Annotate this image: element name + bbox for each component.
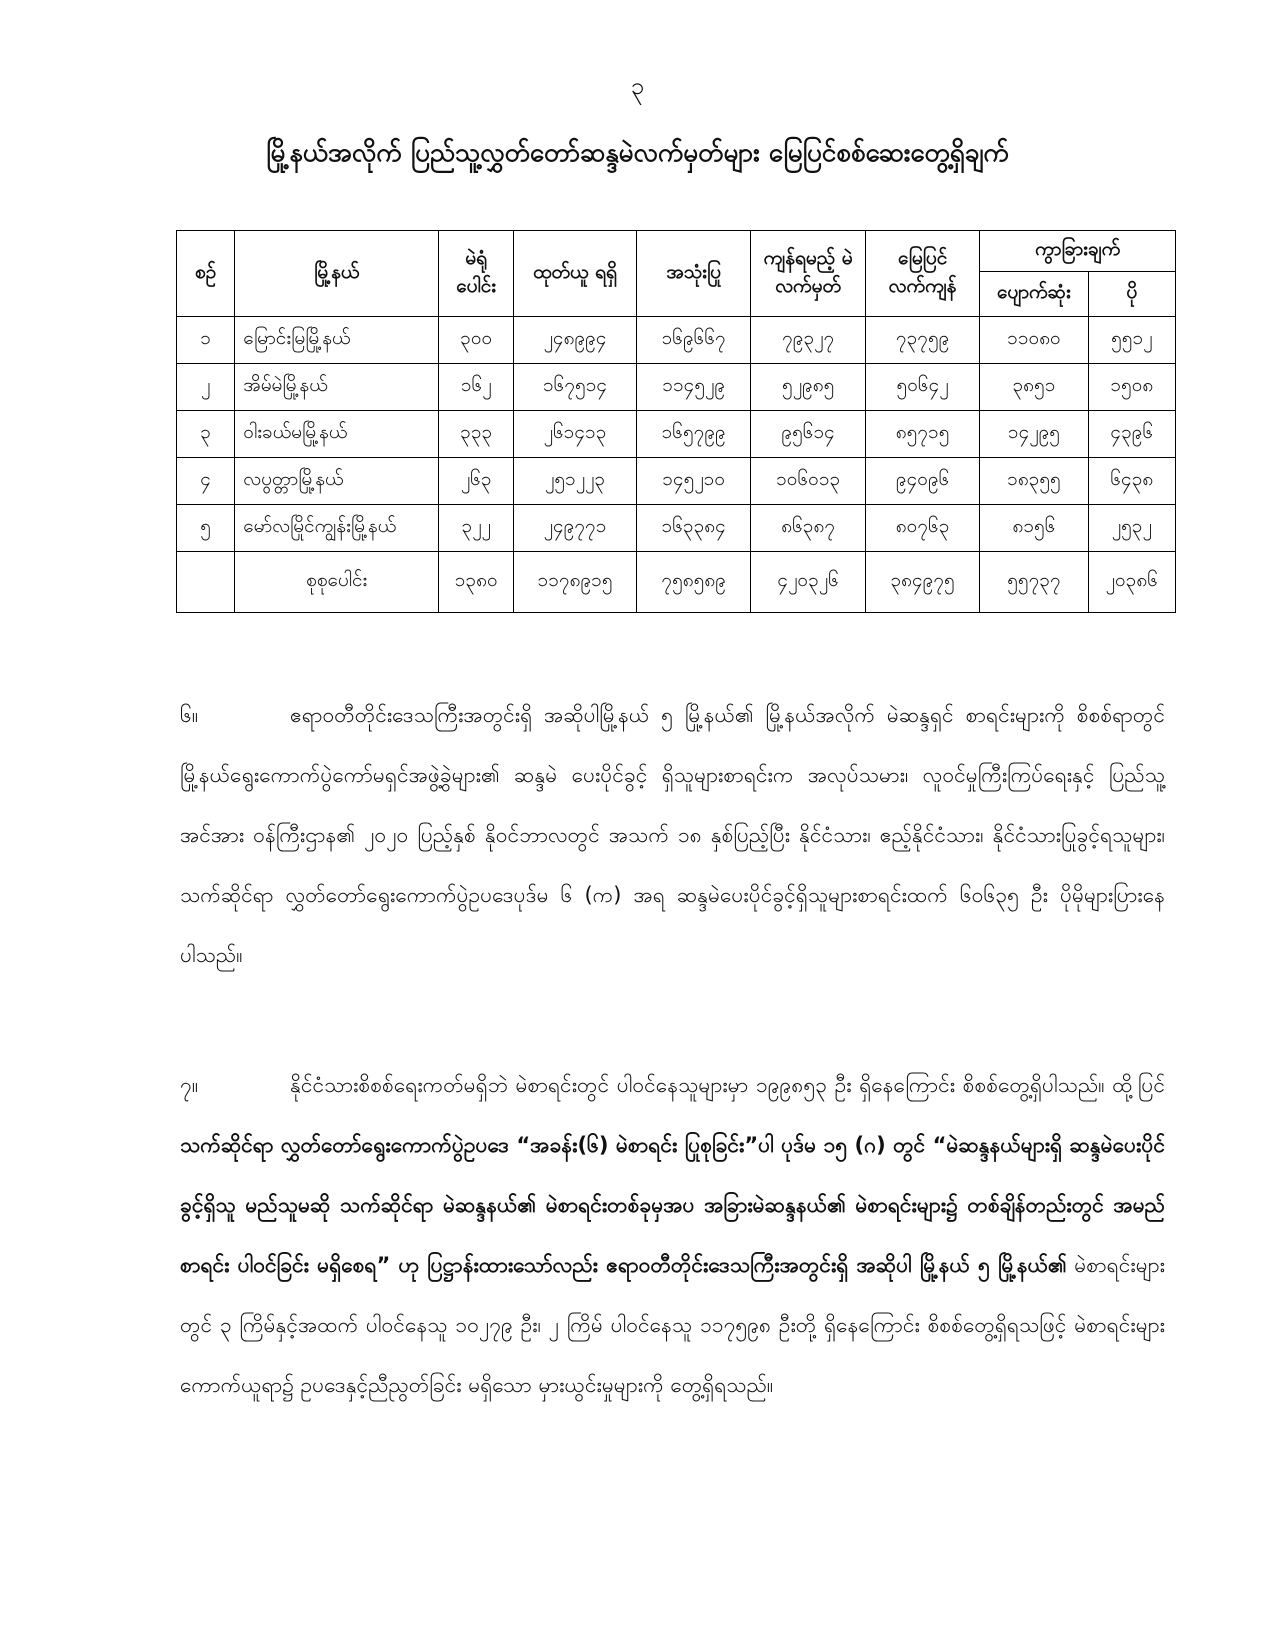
cell-issued: ၂၄၈၉၉၄ xyxy=(514,317,637,364)
header-missing: ပျောက်ဆုံး xyxy=(980,272,1088,317)
cell-missing: ၁၁၀၈၀ xyxy=(980,317,1088,364)
cell-used: ၁၆၃၃၈၄ xyxy=(636,505,750,552)
table-row xyxy=(177,364,1176,411)
header-difference: ကွာခြားချက် xyxy=(980,231,1176,272)
cell-township: ဝါးခယ်မမြို့နယ် xyxy=(235,411,439,458)
cell-issued: ၂၅၁၂၂၃ xyxy=(514,458,637,505)
cell-excess: ၁၅၀၈ xyxy=(1088,364,1175,411)
cell-stations: ၃၂၂ xyxy=(439,505,514,552)
header-no: စဉ် xyxy=(177,231,235,317)
header-stations: မဲရုံ ပေါင်း xyxy=(439,231,514,317)
cell-township: မြောင်းမြမြို့နယ် xyxy=(235,317,439,364)
table-total-row xyxy=(177,552,1176,613)
table-row xyxy=(177,458,1176,505)
cell-missing: ၃၈၅၁ xyxy=(980,364,1088,411)
paragraph-text: ဧရာဝတီတိုင်းဒေသကြီးအတွင်းရှိ အဆိုပါမြို့နယ် ၅ မြို့နယ်၏ မြို့နယ်အလိုက် မဲဆန္ဒရှင် စာရင်းများကို စိစစ်ရာတွင် မြို့နယ်ရွေးကောက်ပွဲကော်မရှင်အဖွဲ့ခွဲများ၏ ဆန္ဒမဲ ပေးပိုင်ခွင့် ရှိသူများစာရင်းက အလုပ်သမား၊ လူဝင်မှုကြီးကြပ်ရေးနှင့် ပြည်သူ့အင်အား ဝန်ကြီးဌာန၏ ၂၀၂၀ ပြည့်နှစ် နိုဝင်ဘာလတွင် အသက် ၁၈ နှစ်ပြည့်ပြီး နိုင်ငံသား၊ ဧည့်နိုင်ငံသား၊ နိုင်ငံသားပြုခွင့်ရသူများ၊ သက်ဆိုင်ရာ လွှတ်တော်ရွေးကောက်ပွဲဥပဒေပုဒ်မ ၆ (က) အရ ဆန္ဒမဲပေးပိုင်ခွင့်ရှိသူများစာရင်းထက် ၆၀၆၃၅ ဦး ပိုမိုများပြားနေပါသည်။ xyxy=(180,703,1165,967)
header-township: မြို့နယ် xyxy=(235,231,439,317)
cell-stations: ၂၆၃ xyxy=(439,458,514,505)
header-used: အသုံးပြု xyxy=(636,231,750,317)
cell-ground: ၉၄၀၉၆ xyxy=(865,458,979,505)
cell-missing: ၁၈၃၅၅ xyxy=(980,458,1088,505)
cell-township: မော်လမြိုင်ကျွန်းမြို့နယ် xyxy=(235,505,439,552)
cell-used: ၁၆၅၇၉၉ xyxy=(636,411,750,458)
total-excess: ၂၀၃၈၆ xyxy=(1088,552,1175,613)
header-ground: မြေပြင် လက်ကျန် xyxy=(865,231,979,317)
cell-used: ၁၆၉၆၆၇ xyxy=(636,317,750,364)
cell-excess: ၂၅၃၂ xyxy=(1088,505,1175,552)
cell-used: ၁၁၄၅၂၉ xyxy=(636,364,750,411)
cell-stations: ၃၀၀ xyxy=(439,317,514,364)
header-issued: ထုတ်ယူ ရရှိ xyxy=(514,231,637,317)
paragraph-text: မဲစာရင်းများတွင် ၃ ကြိမ်နှင့်အထက် ပါဝင်နေသူ ၁၀၂၇၉ ဦး၊ ၂ ကြိမ် ပါဝင်နေသူ ၁၁၇၅၉၈ ဦးတို့ ရှိနေကြောင်း စိစစ်တွေ့ရှိရသဖြင့် မဲစာရင်းများကောက်ယူရာ၌ ဥပဒေနှင့်ညီညွတ်ခြင်း မရှိသော မှားယွင်းမှုများကို တွေ့ရှိရသည်။ xyxy=(180,1253,1165,1397)
cell-township: အိမ်မဲမြို့နယ် xyxy=(235,364,439,411)
cell-remaining: ၈၆၃၈၇ xyxy=(751,505,865,552)
cell-ground: ၈၀၇၆၃ xyxy=(865,505,979,552)
total-used: ၇၅၈၅၈၉ xyxy=(636,552,750,613)
cell-missing: ၁၄၂၉၅ xyxy=(980,411,1088,458)
cell-ground: ၈၅၇၁၅ xyxy=(865,411,979,458)
paragraph-6 xyxy=(180,685,1165,985)
total-ground: ၃၈၄၉၇၅ xyxy=(865,552,979,613)
cell-excess: ၅၅၁၂ xyxy=(1088,317,1175,364)
paragraph-number: ၇။ xyxy=(180,1073,199,1097)
cell-no: ၃ xyxy=(177,411,235,458)
cell-ground: ၇၃၇၅၉ xyxy=(865,317,979,364)
cell-township: လပွတ္တာမြို့နယ် xyxy=(235,458,439,505)
cell-remaining: ၇၉၃၂၇ xyxy=(751,317,865,364)
paragraph-bold-text: သက်ဆိုင်ရာ လွှတ်တော်ရွေးကောက်ပွဲဥပဒေ “အခန်း(၆) မဲစာရင်း ပြုစုခြင်း”ပါ ပုဒ်မ ၁၅ (ဂ) တွင် “မဲဆန္ဒနယ်များရှိ ဆန္ဒမဲပေးပိုင်ခွင့်ရှိသူ မည်သူမဆို သက်ဆိုင်ရာ မဲဆန္ဒနယ်၏ မဲစာရင်းတစ်ခုမှအပ အခြားမဲဆန္ဒနယ်၏ မဲစာရင်းများ၌ တစ်ချိန်တည်းတွင် အမည် စာရင်း ပါဝင်ခြင်း မရှိစေရ” ဟု ပြဋ္ဌာန်းထားသော်လည်း ဧရာဝတီတိုင်းဒေသကြီးအတွင်းရှိ အဆိုပါ မြို့နယ် ၅ မြို့နယ်၏ xyxy=(180,1133,1165,1277)
cell-no xyxy=(177,552,235,613)
cell-missing: ၈၁၅၆ xyxy=(980,505,1088,552)
cell-no: ၁ xyxy=(177,317,235,364)
cell-no: ၄ xyxy=(177,458,235,505)
cell-ground: ၅၀၆၄၂ xyxy=(865,364,979,411)
table-row xyxy=(177,411,1176,458)
table-row xyxy=(177,505,1176,552)
header-remaining: ကျန်ရမည့် မဲလက်မှတ် xyxy=(751,231,865,317)
cell-remaining: ၁၀၆၀၁၃ xyxy=(751,458,865,505)
cell-excess: ၆၄၃၈ xyxy=(1088,458,1175,505)
cell-remaining: ၅၂၉၈၅ xyxy=(751,364,865,411)
page-title: မြို့နယ်အလိုက် ပြည်သူ့လွှတ်တော်ဆန္ဒမဲလက်မှတ်များ မြေပြင်စစ်ဆေးတွေ့ရှိချက် xyxy=(266,138,1009,168)
total-label: စုစုပေါင်း xyxy=(235,552,439,613)
header-excess: ပို xyxy=(1088,272,1175,317)
cell-stations: ၃၃၃ xyxy=(439,411,514,458)
cell-issued: ၂၄၉၇၇၁ xyxy=(514,505,637,552)
total-stations: ၁၃၈၀ xyxy=(439,552,514,613)
paragraph-text: နိုင်ငံသားစိစစ်ရေးကတ်မရှိဘဲ မဲစာရင်းတွင် ပါဝင်နေသူများမှာ ၁၉၉၈၅၃ ဦး ရှိနေကြောင်း စိစစ်တွေ့ရှိပါသည်။ ထို့ပြင် xyxy=(290,1073,1165,1097)
cell-excess: ၄၃၉၆ xyxy=(1088,411,1175,458)
cell-issued: ၂၆၁၄၁၃ xyxy=(514,411,637,458)
total-issued: ၁၁၇၈၉၁၅ xyxy=(514,552,637,613)
paragraph-7 xyxy=(180,1055,1165,1415)
cell-issued: ၁၆၇၅၁၄ xyxy=(514,364,637,411)
cell-no: ၅ xyxy=(177,505,235,552)
cell-remaining: ၉၅၆၁၄ xyxy=(751,411,865,458)
total-remaining: ၄၂၀၃၂၆ xyxy=(751,552,865,613)
cell-stations: ၁၆၂ xyxy=(439,364,514,411)
total-missing: ၅၅၇၃၇ xyxy=(980,552,1088,613)
cell-no: ၂ xyxy=(177,364,235,411)
table-row xyxy=(177,317,1176,364)
cell-used: ၁၄၅၂၁၀ xyxy=(636,458,750,505)
paragraph-number: ၆။ xyxy=(180,703,199,727)
page-number: ၃ xyxy=(630,72,645,100)
results-table xyxy=(176,230,1176,613)
